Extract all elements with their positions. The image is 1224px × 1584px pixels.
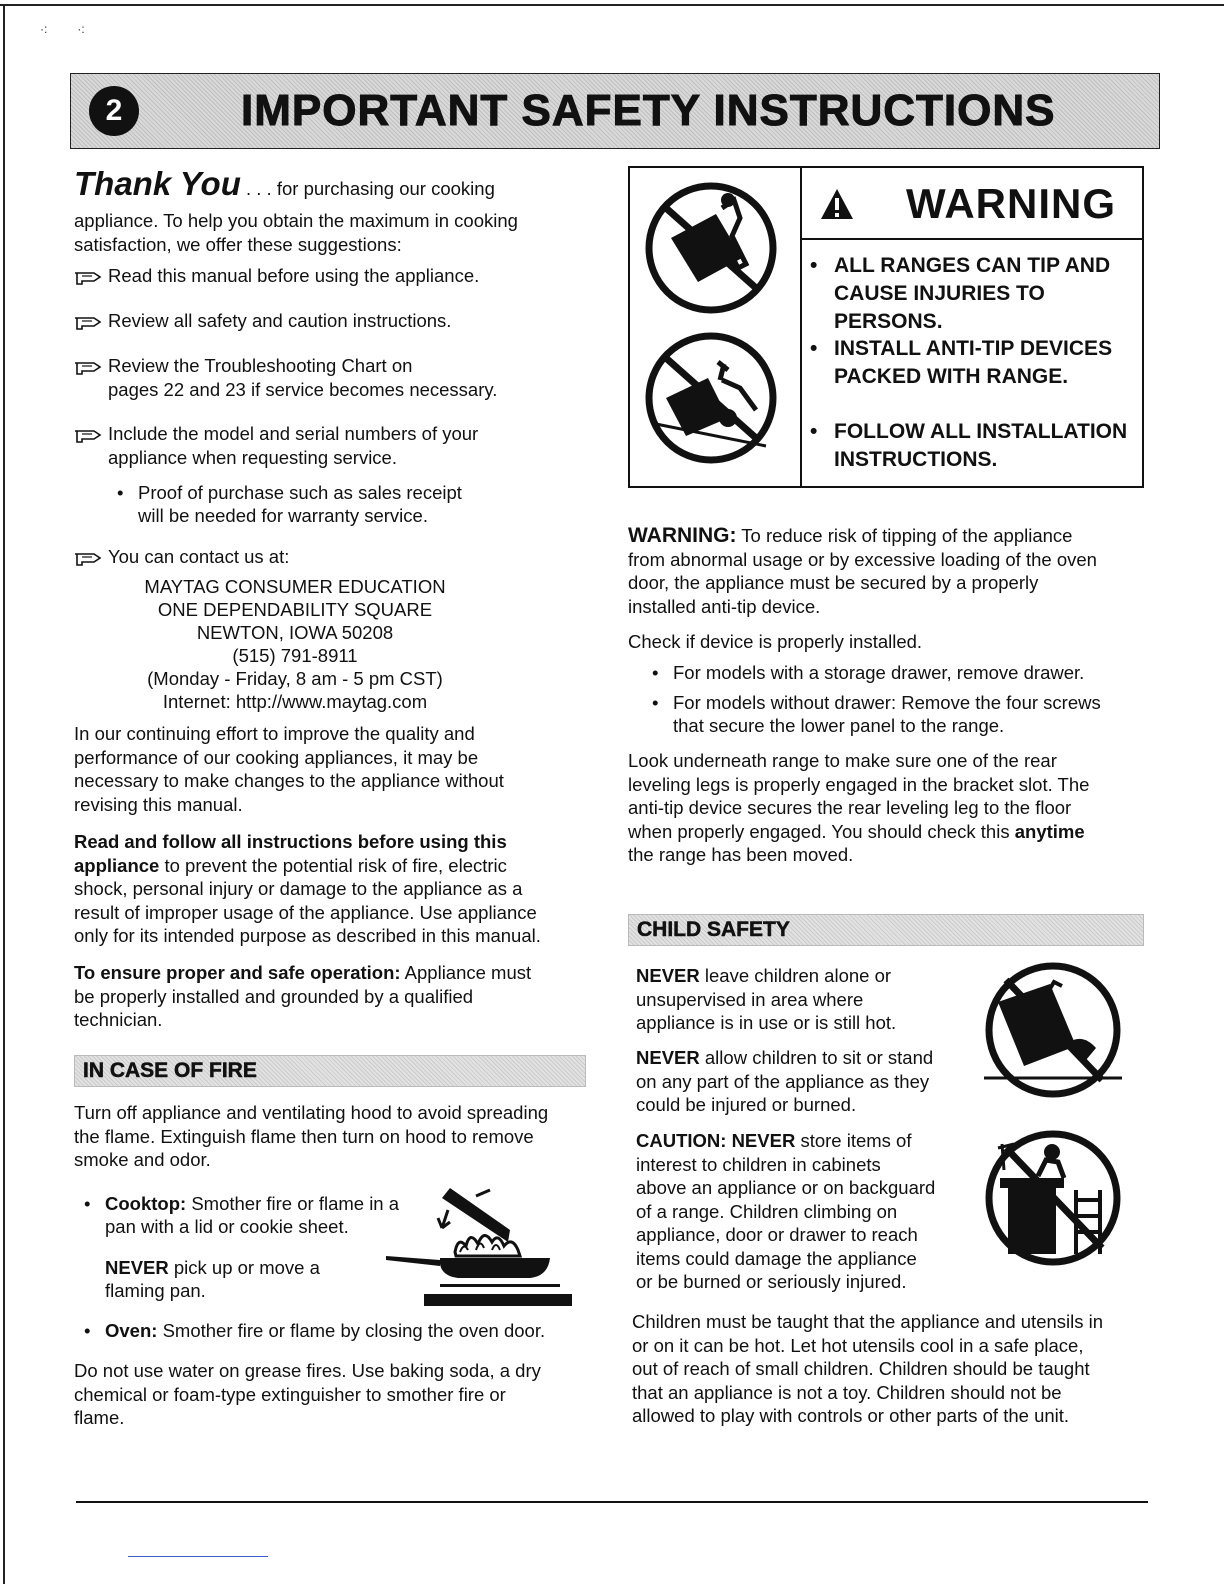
section-heading: IN CASE OF FIRE [83, 1059, 257, 1082]
paragraph-text: To reduce risk of tipping of the appliance [736, 525, 1073, 546]
paragraph-line: anti-tip device secures the rear leveling leg to the floor [628, 797, 1072, 818]
bold-text: Cooktop: [105, 1193, 187, 1214]
warning-box [628, 166, 1144, 488]
bullet-text: For models without drawer: Remove the four screws [673, 692, 1101, 713]
paragraph-line: appliance is in use or is still hot. [636, 1012, 897, 1033]
paragraph-line: result of improper usage of the appliance. Use appliance [74, 901, 537, 923]
warning-title: WARNING [906, 180, 1116, 227]
never-pan-note [105, 1256, 320, 1302]
paragraph-line: installed anti-tip device. [628, 595, 821, 617]
bullet-text: pick up or move a [168, 1257, 320, 1278]
warning-box-header-rule [800, 238, 1142, 240]
bullet-text: flaming pan. [105, 1280, 206, 1301]
address-line: NEWTON, IOWA 50208 [196, 622, 394, 643]
scan-specks: ·: ·: [40, 22, 85, 36]
suggestion-item [74, 422, 478, 470]
suggestion-text: appliance when requesting service. [108, 447, 397, 468]
suggestion-text: Read this manual before using the appliance. [108, 265, 480, 286]
ensure-paragraph [74, 961, 584, 1032]
paragraph-line: Look underneath range to make sure one of the rear [628, 750, 1057, 771]
warning-item [810, 252, 1142, 336]
business-hours: (Monday - Friday, 8 am - 5 pm CST) [147, 668, 443, 689]
paragraph-text: store items of [795, 1130, 912, 1151]
pointing-hand-icon [74, 545, 102, 569]
fire-section-header [74, 1055, 586, 1087]
oven-bullet [84, 1319, 545, 1342]
paragraph-line: could be injured or burned. [636, 1094, 857, 1115]
range-tip-icon [636, 328, 786, 473]
bullet-text: will be needed for warranty service. [138, 505, 428, 526]
paragraph-line: above an appliance or on backguard [636, 1177, 936, 1198]
bold-text: Oven: [105, 1320, 158, 1341]
paragraph-line: out of reach of small children. Children should be taught [632, 1358, 1090, 1379]
suggestion-item [74, 354, 497, 402]
range-tip-icon [636, 178, 786, 323]
paragraph-line: or be burned or seriously injured. [636, 1271, 907, 1292]
suggestion-text: Review all safety and caution instructions. [108, 310, 452, 331]
footer-rule [76, 1501, 1148, 1503]
warning-triangle-icon [820, 188, 854, 225]
child-on-door-icon [978, 962, 1128, 1107]
bullet-dot: • [652, 692, 659, 713]
paragraph-line: flame. [74, 1407, 125, 1428]
bullet-text: Smother fire or flame by closing the oven door. [157, 1320, 546, 1341]
paragraph-line: allowed to play with controls or other parts of the unit. [632, 1405, 1070, 1426]
thank-you-ellipsis: . . . [240, 178, 277, 199]
footer-short-rule [128, 1556, 268, 1557]
check-bullet [652, 661, 1084, 684]
thank-you-first-line: for purchasing our cooking [276, 178, 495, 199]
warning-text: PACKED WITH RANGE. [834, 365, 1069, 388]
bullet-dot: • [652, 662, 659, 683]
paragraph-line: Children must be taught that the appliance and utensils in [632, 1311, 1104, 1332]
warning-text: INSTALL ANTI-TIP DEVICES [834, 337, 1113, 360]
paragraph-line: smoke and odor. [74, 1149, 211, 1170]
flaming-pan-illustration [380, 1180, 575, 1310]
paragraph-text: when properly engaged. You should check this [628, 820, 1015, 842]
paragraph-line: or on it can be hot. Let hot utensils cool in a safe place, [632, 1334, 1084, 1356]
paragraph-line: In our continuing effort to improve the quality and [74, 723, 475, 744]
page-left-border [3, 4, 5, 1584]
paragraph-line: revising this manual. [74, 793, 243, 815]
paragraph-line: Do not use water on grease fires. Use baking soda, a dry [74, 1360, 541, 1381]
paragraph-line: appliance, door or drawer to reach [636, 1224, 918, 1245]
bullet-text: Proof of purchase such as sales receipt [138, 482, 462, 503]
contact-address [100, 575, 490, 713]
intro-line: satisfaction, we offer these suggestions: [74, 233, 402, 255]
paragraph-line: shock, personal injury or damage to the appliance as a [74, 878, 523, 899]
paragraph-line: necessary to make changes to the appliance without [74, 770, 504, 791]
page-title: IMPORTANT SAFETY INSTRUCTIONS [241, 86, 1056, 135]
child-safety-header [628, 914, 1144, 946]
bullet-dot: • [810, 254, 818, 277]
paragraph-line: the range has been moved. [628, 844, 854, 865]
paragraph-text: leave children alone or [699, 965, 892, 986]
paragraph-line: of a range. Children climbing on [636, 1200, 898, 1222]
read-follow-paragraph [74, 830, 584, 948]
child-caution [636, 1129, 981, 1294]
paragraph-line: only for its intended purpose as described in this manual. [74, 925, 541, 946]
warning-box-divider [800, 168, 802, 486]
pointing-hand-icon [74, 309, 102, 333]
bold-text: NEVER [105, 1257, 169, 1278]
pointing-hand-icon [74, 264, 102, 288]
paragraph-text: Appliance must [400, 962, 532, 983]
paragraph-line: performance of our cooking appliances, it may be [74, 746, 479, 768]
bullet-dot: • [84, 1193, 91, 1214]
pointing-hand-icon [74, 354, 102, 378]
warning-text: ALL RANGES CAN TIP AND [834, 254, 1111, 277]
bold-text: CAUTION: NEVER [636, 1130, 796, 1151]
suggestion-text: Include the model and serial numbers of your [108, 423, 479, 444]
paragraph-line: unsupervised in area where [636, 988, 864, 1010]
bold-text: NEVER [636, 1047, 700, 1068]
child-never-1 [636, 964, 976, 1035]
paragraph-line: on any part of the appliance as they [636, 1070, 930, 1092]
warning-paragraph [628, 524, 1148, 618]
child-never-2 [636, 1046, 976, 1117]
check-bullet [652, 691, 1101, 737]
page-top-border [0, 4, 1224, 6]
bold-text: appliance [74, 854, 160, 876]
paragraph-line: door, the appliance must be secured by a properly [628, 572, 1039, 593]
address-line: ONE DEPENDABILITY SQUARE [157, 599, 433, 620]
paragraph-line: items could damage the appliance [636, 1247, 917, 1269]
warning-text: FOLLOW ALL INSTALLATION [834, 420, 1128, 443]
paragraph-line: interest to children in cabinets [636, 1153, 881, 1175]
paragraph-line: be properly installed and grounded by a qualified [74, 985, 474, 1007]
paragraph-line: Turn off appliance and ventilating hood to avoid spreading [74, 1102, 549, 1123]
bold-text: To ensure proper and safe operation: [74, 962, 401, 983]
bullet-dot: • [810, 337, 818, 360]
bullet-dot: • [84, 1320, 91, 1341]
contact-intro: You can contact us at: [108, 546, 290, 567]
paragraph-line: that an appliance is not a toy. Children should not be [632, 1381, 1062, 1403]
bold-text: WARNING: [628, 524, 737, 547]
address-line: MAYTAG CONSUMER EDUCATION [144, 576, 446, 597]
section-number-badge: 2 [89, 86, 139, 136]
cooktop-bullet [84, 1192, 399, 1238]
paragraph-text: allow children to sit or stand [699, 1047, 934, 1068]
paragraph-line: technician. [74, 1009, 163, 1030]
bold-text: anytime [1014, 820, 1085, 842]
intro-line: appliance. To help you obtain the maximum in cooking [74, 210, 518, 231]
bullet-text: Smother fire or flame in a [186, 1193, 400, 1214]
suggestion-item [74, 264, 479, 288]
paragraph-line: from abnormal usage or by excessive loading of the oven [628, 548, 1097, 570]
thank-you-heading: Thank You [74, 165, 241, 202]
bullet-dot: • [117, 482, 124, 503]
paragraph-line: chemical or foam-type extinguisher to smother fire or [74, 1383, 506, 1405]
bullet-text: For models with a storage drawer, remove drawer. [673, 662, 1085, 683]
contact-item [74, 545, 289, 569]
child-climbing-icon [978, 1130, 1128, 1275]
bullet-dot: • [810, 420, 818, 443]
warning-text: CAUSE INJURIES TO PERSONS. [834, 282, 1045, 333]
suggestion-text: Review the Troubleshooting Chart on [108, 355, 413, 376]
pointing-hand-icon [74, 422, 102, 446]
continuing-effort-paragraph [74, 722, 574, 816]
bullet-text: pan with a lid or cookie sheet. [105, 1216, 349, 1237]
warning-item [810, 335, 1112, 391]
fire-intro [74, 1101, 594, 1172]
suggestion-text: pages 22 and 23 if service becomes necessary. [108, 379, 498, 400]
look-underneath-paragraph [628, 749, 1148, 867]
paragraph-line: the flame. Extinguish flame then turn on hood to remove [74, 1125, 534, 1147]
check-installed: Check if device is properly installed. [628, 631, 923, 652]
website-link[interactable]: Internet: http://www.maytag.com [162, 691, 428, 712]
proof-bullet [117, 481, 462, 527]
title-banner [70, 73, 1160, 149]
warning-item [810, 418, 1127, 474]
warning-text: INSTRUCTIONS. [834, 448, 998, 471]
grease-fire-paragraph [74, 1359, 594, 1430]
bold-text: Read and follow all instructions before using this [74, 831, 507, 852]
paragraph-line: leveling legs is properly engaged in the bracket slot. The [628, 773, 1090, 795]
bullet-text: that secure the lower panel to the range. [673, 715, 1005, 736]
phone-number: (515) 791-8911 [232, 645, 358, 666]
section-heading: CHILD SAFETY [637, 918, 790, 941]
thank-you-intro [74, 166, 564, 256]
paragraph-text: to prevent the potential risk of fire, electric [159, 854, 507, 876]
bold-text: NEVER [636, 965, 700, 986]
suggestion-item [74, 309, 451, 333]
children-taught-paragraph [632, 1310, 1152, 1428]
